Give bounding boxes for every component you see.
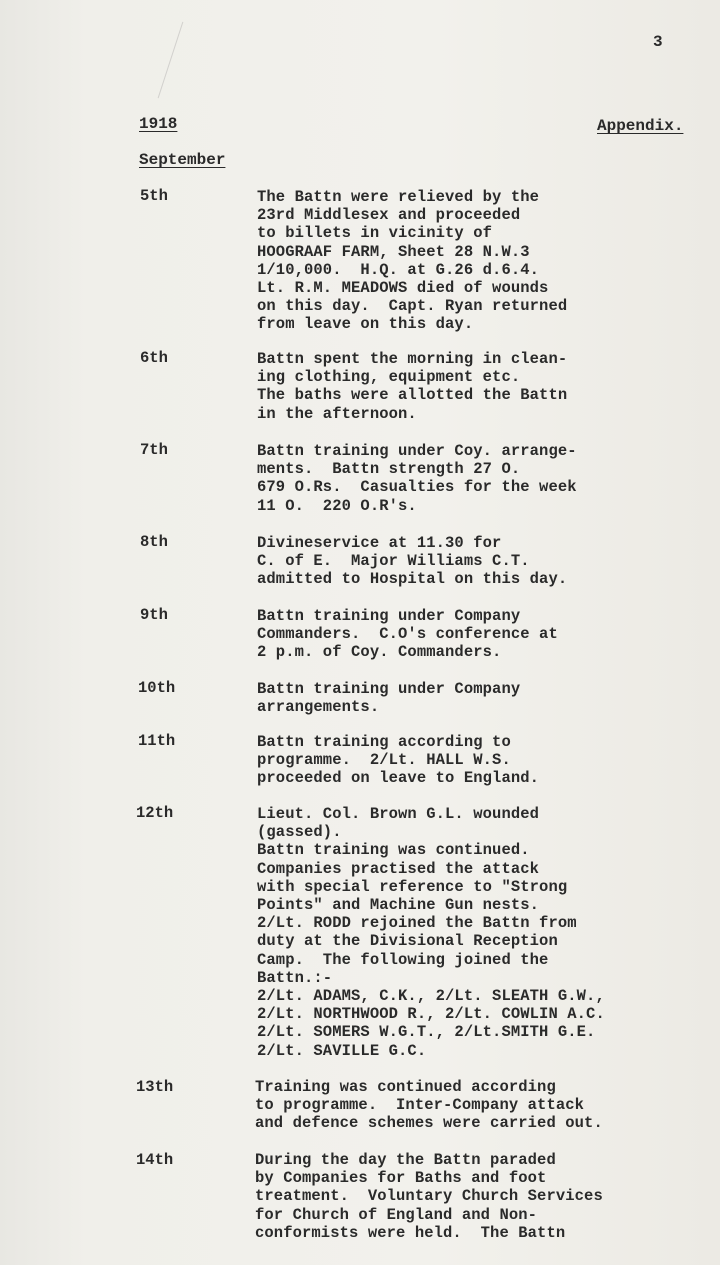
entry-text-11th: Battn training according to programme. 2/Lt. HALL W.S. proceeded on leave to England. <box>257 733 540 788</box>
year-heading: 1918 <box>139 115 178 133</box>
entry-text-6th: Battn spent the morning in clean- ing clothing, equipment etc. The baths were allotted the Battn in the afternoon. <box>257 350 568 423</box>
entry-date-9th: 9th <box>140 606 168 624</box>
entry-date-14th: 14th <box>136 1151 174 1169</box>
entry-text-7th: Battn training under Coy. arrange- ments. Battn strength 27 O. 679 O.Rs. Casualties for the week 11 O. 220 O.R's. <box>257 442 577 515</box>
entry-text-10th: Battn training under Company arrangements. <box>257 680 521 717</box>
entry-date-7th: 7th <box>140 441 168 459</box>
paper-crease <box>158 22 184 98</box>
entry-date-8th: 8th <box>140 533 168 551</box>
month-heading: September <box>139 151 226 169</box>
entry-text-8th: Divineservice at 11.30 for C. of E. Major Williams C.T. admitted to Hospital on this day. <box>257 534 568 589</box>
entry-text-9th: Battn training under Company Commanders. C.O's conference at 2 p.m. of Coy. Commanders. <box>257 607 558 662</box>
entry-date-11th: 11th <box>138 732 176 750</box>
appendix-heading: Appendix. <box>597 117 684 135</box>
entry-text-14th: During the day the Battn paraded by Companies for Baths and foot treatment. Voluntary Church Services for Church of England and Non- conformists were held. The Battn <box>255 1151 603 1242</box>
entry-text-12th: Lieut. Col. Brown G.L. wounded (gassed). Battn training was continued. Companies practised the attack with special reference to "Strong Points" and Machine Gun nests. 2/Lt. RODD rejoined the Battn from duty at the Divisional Reception Camp. The following joined the Battn.:- 2/Lt. ADAMS, C.K., 2/Lt. SLEATH G.W., 2/Lt. NORTHWOOD R., 2/Lt. COWLIN A.C. 2/Lt. SOMERS W.G.T., 2/Lt.SMITH G.E. 2/Lt. SAVILLE G.C. <box>257 805 605 1060</box>
entry-text-13th: Training was continued according to programme. Inter-Company attack and defence schemes were carried out. <box>255 1078 603 1133</box>
entry-text-5th: The Battn were relieved by the 23rd Middlesex and proceeded to billets in vicinity of HOOGRAAF FARM, Sheet 28 N.W.3 1/10,000. H.Q. at G.26 d.6.4. Lt. R.M. MEADOWS died of wounds on this day. Capt. Ryan returned from leave on this day. <box>257 188 568 334</box>
entry-date-13th: 13th <box>136 1078 174 1096</box>
entry-date-5th: 5th <box>140 187 168 205</box>
entry-date-10th: 10th <box>138 679 176 697</box>
page-number: 3 <box>653 33 663 51</box>
entry-date-6th: 6th <box>140 349 168 367</box>
entry-date-12th: 12th <box>136 804 174 822</box>
